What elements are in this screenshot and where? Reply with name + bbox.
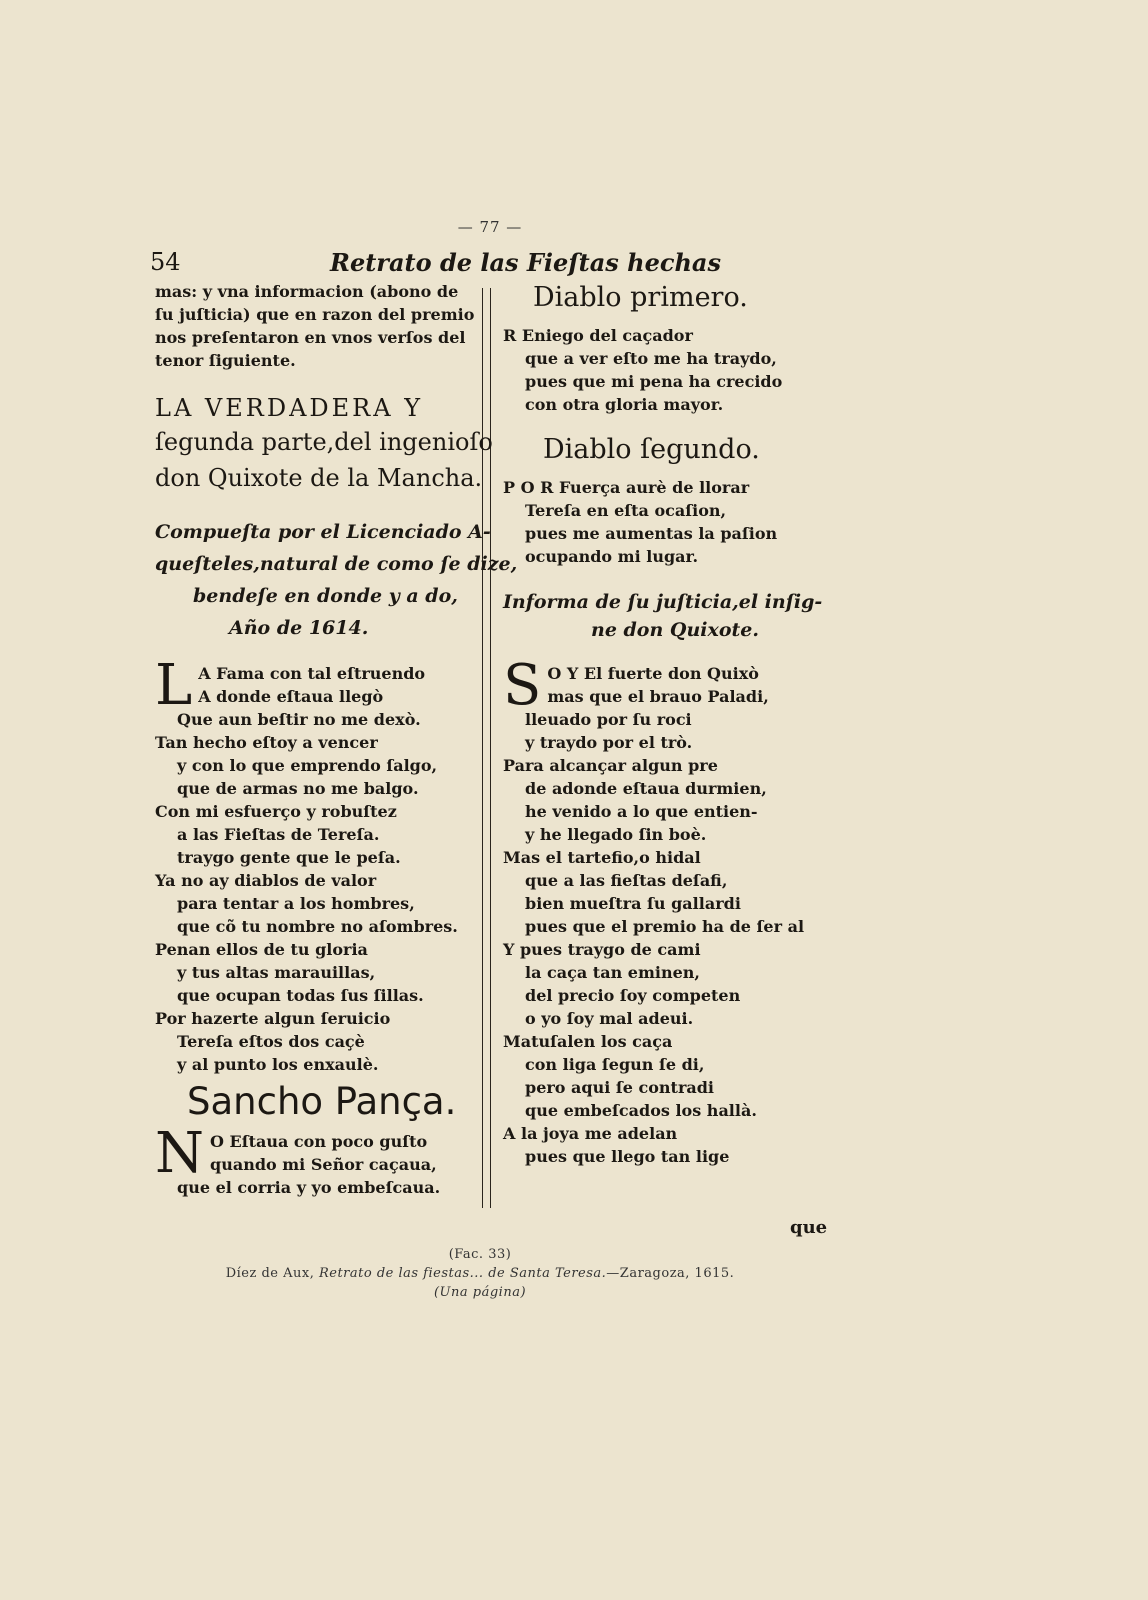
- verse-line: Penan ellos de tu gloria: [155, 940, 368, 959]
- left-column: [155, 280, 518, 1199]
- verse-line: A Fama con tal eſtruendo: [198, 664, 426, 683]
- stanza-diablo-primero: [503, 324, 823, 416]
- drop-capital: L: [155, 653, 193, 718]
- intro-line: tenor ſiguiente.: [155, 351, 296, 370]
- diablo-segundo-heading: Diablo ſegundo.: [543, 434, 760, 465]
- verse-line: del precio ſoy competen: [525, 986, 741, 1005]
- verse-line: y con lo que emprendo ſalgo,: [177, 756, 438, 775]
- quixote-opening: [503, 653, 823, 718]
- page-number: — 77 —: [457, 218, 523, 236]
- drop-capital: S: [503, 653, 542, 718]
- intro-line: nos preſentaron en vnos verſos del: [155, 328, 466, 347]
- verse-line: pues que llego tan lige: [525, 1147, 730, 1166]
- verse-line: Para alcançar algun pre: [503, 756, 718, 775]
- verse-line: de adonde eſtaua durmien,: [525, 779, 767, 798]
- verse-line: que cõ tu nombre no aſombres.: [177, 917, 458, 936]
- caption-work-title: Retrato de las fiestas... de Santa Teresa.: [318, 1266, 607, 1281]
- verse-line: ocupando mi lugar.: [525, 547, 699, 566]
- verse-line: Tereſa en eſta ocaſion,: [525, 501, 727, 520]
- verse-list: [503, 708, 823, 1168]
- running-head-title: Retrato de las Fieſtas hechas: [330, 248, 721, 277]
- verse-line: traygo gente que le peſa.: [177, 848, 401, 867]
- verse-line: pues me aumentas la paſion: [525, 524, 778, 543]
- author-block: [155, 516, 518, 644]
- verse-list: [155, 708, 473, 1076]
- verse-line: y tus altas marauillas,: [177, 963, 376, 982]
- caption-citation: [0, 1264, 960, 1283]
- verse-line: he venido a lo que entien-: [525, 802, 758, 821]
- verse-line: P O R Fuerça aurè de llorar: [503, 478, 750, 497]
- author-year: Año de 1614.: [229, 617, 369, 639]
- verse-line: A la joya me adelan: [503, 1124, 678, 1143]
- verse-line: pues que el premio ha de ſer al: [525, 917, 805, 936]
- intro-paragraph: [155, 280, 473, 372]
- book-title-caps: LA VERDADERA Y: [155, 394, 424, 422]
- verse-line: pues que mi pena ha crecido: [525, 372, 783, 391]
- verse-line: o yo ſoy mal adeui.: [525, 1009, 694, 1028]
- author-line: bendeſe en donde y a do,: [193, 585, 458, 607]
- verse-line: Tan hecho eſtoy a vencer: [155, 733, 378, 752]
- caption-author: Díez de Aux,: [225, 1266, 319, 1281]
- facsimile-caption: [0, 1245, 960, 1302]
- caption-plate-number: (Fac. 33): [448, 1247, 512, 1262]
- verse-line: A donde eſtaua llegò: [198, 687, 384, 706]
- caption-imprint: —Zaragoza, 1615.: [606, 1266, 735, 1281]
- informa-line: Informa de ſu juſticia,el inſig-: [503, 591, 823, 613]
- author-line: Compueſta por el Licenciado A-: [155, 521, 491, 543]
- verse-line: quando mi Señor caçaua,: [210, 1155, 437, 1174]
- catchword: que: [790, 1217, 828, 1238]
- book-title-line: ſegunda parte,del ingenioſo: [155, 428, 493, 456]
- sancho-opening: [155, 1121, 473, 1186]
- poem-la-fama: [155, 653, 473, 1076]
- verse-line: mas que el brauo Paladi,: [547, 687, 769, 706]
- book-title-line: don Quixote de la Mancha.: [155, 464, 483, 492]
- verse-line: y he llegado ſin boè.: [525, 825, 707, 844]
- verse-line: Mas el tartefio,o hidal: [503, 848, 701, 867]
- verse-line: la caça tan eminen,: [525, 963, 700, 982]
- verse-line: con otra gloria mayor.: [525, 395, 724, 414]
- poem-opening: [155, 653, 473, 718]
- verse-line: Matuſalen los caça: [503, 1032, 673, 1051]
- intro-line: mas: y vna informacion (abono de: [155, 282, 459, 301]
- stanza-diablo-segundo: [503, 476, 823, 568]
- verse-line: y traydo por el trò.: [525, 733, 693, 752]
- author-line: queſteles,natural de como ſe dize,: [155, 553, 518, 575]
- caption-extent: (Una página): [433, 1285, 527, 1300]
- verse-line: y al punto los enxaulè.: [177, 1055, 379, 1074]
- running-head: [150, 248, 721, 282]
- folio-number: 54: [150, 248, 181, 276]
- verse-line: Por hazerte algun ſeruicio: [155, 1009, 391, 1028]
- verse-line: que ocupan todas ſus ſillas.: [177, 986, 424, 1005]
- verse-line: lleuado por ſu roci: [525, 710, 692, 729]
- verse-line: con liga ſegun ſe di,: [525, 1055, 705, 1074]
- quixote-poem: [503, 653, 823, 1168]
- informa-line: ne don Quixote.: [591, 619, 759, 641]
- verse-line: Con mi esfuerço y robuſtez: [155, 802, 397, 821]
- verse-line: a las Fieſtas de Tereſa.: [177, 825, 380, 844]
- intro-line: ſu juſticia) que en razon del premio: [155, 305, 475, 324]
- verse-line: O Eſtaua con poco guſto: [210, 1132, 428, 1151]
- verse-line: que embeſcados los hallà.: [525, 1101, 757, 1120]
- verse-line: Tereſa eſtos dos caçè: [177, 1032, 365, 1051]
- verse-line: Y pues traygo de cami: [503, 940, 701, 959]
- verse-line: que el corria y yo embeſcaua.: [177, 1178, 441, 1197]
- drop-capital: N: [155, 1121, 204, 1186]
- verse-line: Que aun beſtir no me dexò.: [177, 710, 421, 729]
- verse-line: para tentar a los hombres,: [177, 894, 415, 913]
- verse-line: pero aqui ſe contradi: [525, 1078, 715, 1097]
- sancho-heading: Sancho Pança.: [187, 1080, 457, 1123]
- informa-heading: [503, 588, 823, 644]
- verse-line: que a ver eſto me ha traydo,: [525, 349, 777, 368]
- right-column: [503, 280, 823, 1168]
- verse-line: que de armas no me balgo.: [177, 779, 419, 798]
- verse-line: Ya no ay diablos de valor: [155, 871, 377, 890]
- verse-line: O Y El fuerte don Quixò: [547, 664, 759, 683]
- column-rule: [490, 288, 491, 1208]
- verse-line: R Eniego del caçador: [503, 326, 693, 345]
- verse-line: bien mueſtra ſu gallardi: [525, 894, 741, 913]
- column-rule: [482, 288, 483, 1208]
- diablo-primero-heading: Diablo primero.: [533, 282, 748, 313]
- verse-line: que a las fieſtas deſafi,: [525, 871, 728, 890]
